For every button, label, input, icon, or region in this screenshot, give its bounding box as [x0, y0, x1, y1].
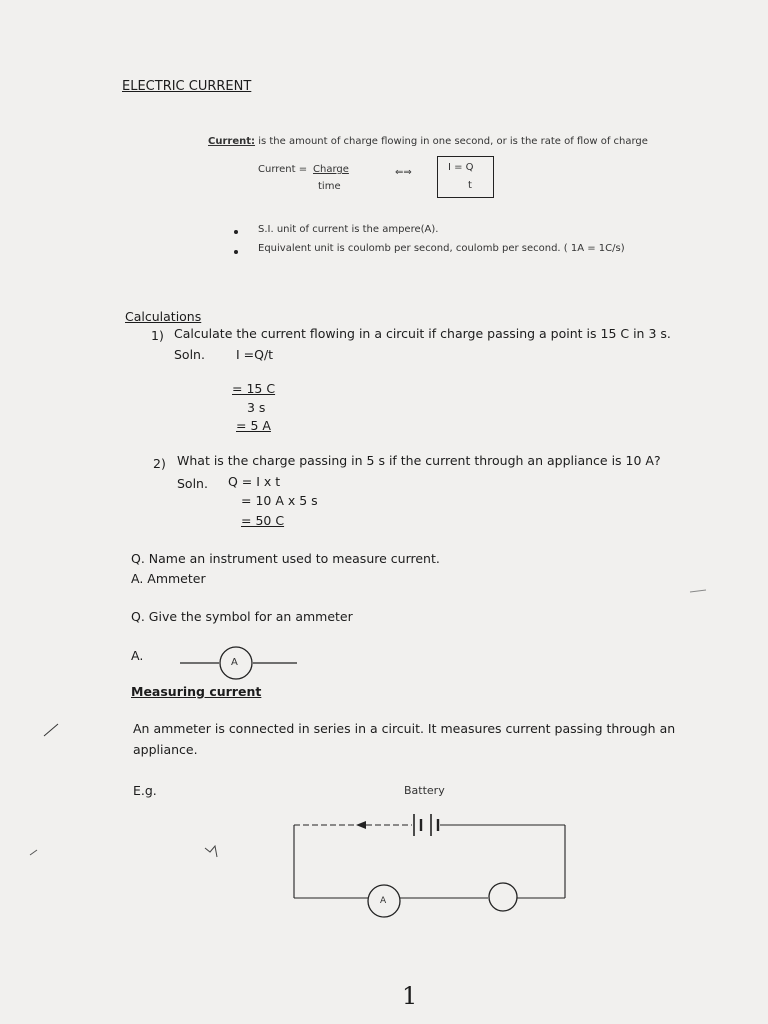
question-2-text: What is the charge passing in 5 s if the current through an appliance is 10 A? [177, 453, 661, 468]
formula-numerator: Charge [313, 164, 349, 175]
bullet-equivalent-unit: Equivalent unit is coulomb per second, coulomb per second. ( 1A = 1C/s) [258, 243, 625, 254]
page-number: 1 [402, 982, 418, 1010]
question-2-formula: Q = I x t [228, 474, 281, 489]
question-1-denominator: 3 s [247, 400, 266, 415]
question-symbol: Q. Give the symbol for an ammeter [131, 609, 353, 624]
question-2-number: 2) [153, 456, 166, 471]
question-1-number: 1) [151, 328, 164, 343]
calculations-heading: Calculations [125, 309, 202, 324]
question-1-numerator: = 15 C [232, 381, 276, 396]
measuring-text-line-2: appliance. [133, 742, 198, 757]
question-2-answer: = 50 C [241, 513, 285, 528]
formula-box-numerator: I = Q [448, 162, 474, 173]
answer-symbol-label: A. [131, 648, 144, 663]
battery-label: Battery [404, 784, 445, 797]
question-1-formula: I =Q/t [236, 347, 274, 362]
measuring-heading: Measuring current [131, 684, 262, 699]
question-2-substitution: = 10 A x 5 s [241, 493, 318, 508]
bullet-si-unit: S.I. unit of current is the ampere(A). [258, 224, 439, 235]
question-1-text: Calculate the current flowing in a circuit if charge passing a point is 15 C in 3 s. [174, 326, 671, 341]
question-instrument: Q. Name an instrument used to measure current. [131, 551, 440, 566]
answer-instrument: A. Ammeter [131, 571, 206, 586]
question-1-soln-label: Soln. [174, 347, 205, 362]
question-2-soln-label: Soln. [177, 476, 208, 491]
definition-text: is the amount of charge flowing in one second, or is the rate of flow of charge [258, 136, 648, 147]
question-1-answer: = 5 A [236, 418, 271, 433]
example-label: E.g. [133, 783, 157, 798]
definition-term: Current: [208, 136, 256, 147]
formula-denominator: time [318, 181, 341, 192]
formula-lhs: Current = [258, 164, 308, 175]
measuring-text-line-1: An ammeter is connected in series in a circuit. It measures current passing through an [133, 721, 676, 736]
ammeter-symbol-letter: A [231, 657, 238, 668]
formula-box-denominator: t [468, 180, 472, 191]
page-title: ELECTRIC CURRENT [122, 79, 252, 94]
equivalence-arrow: ⇐⇒ [395, 167, 412, 178]
circuit-ammeter-letter: A [380, 896, 387, 906]
